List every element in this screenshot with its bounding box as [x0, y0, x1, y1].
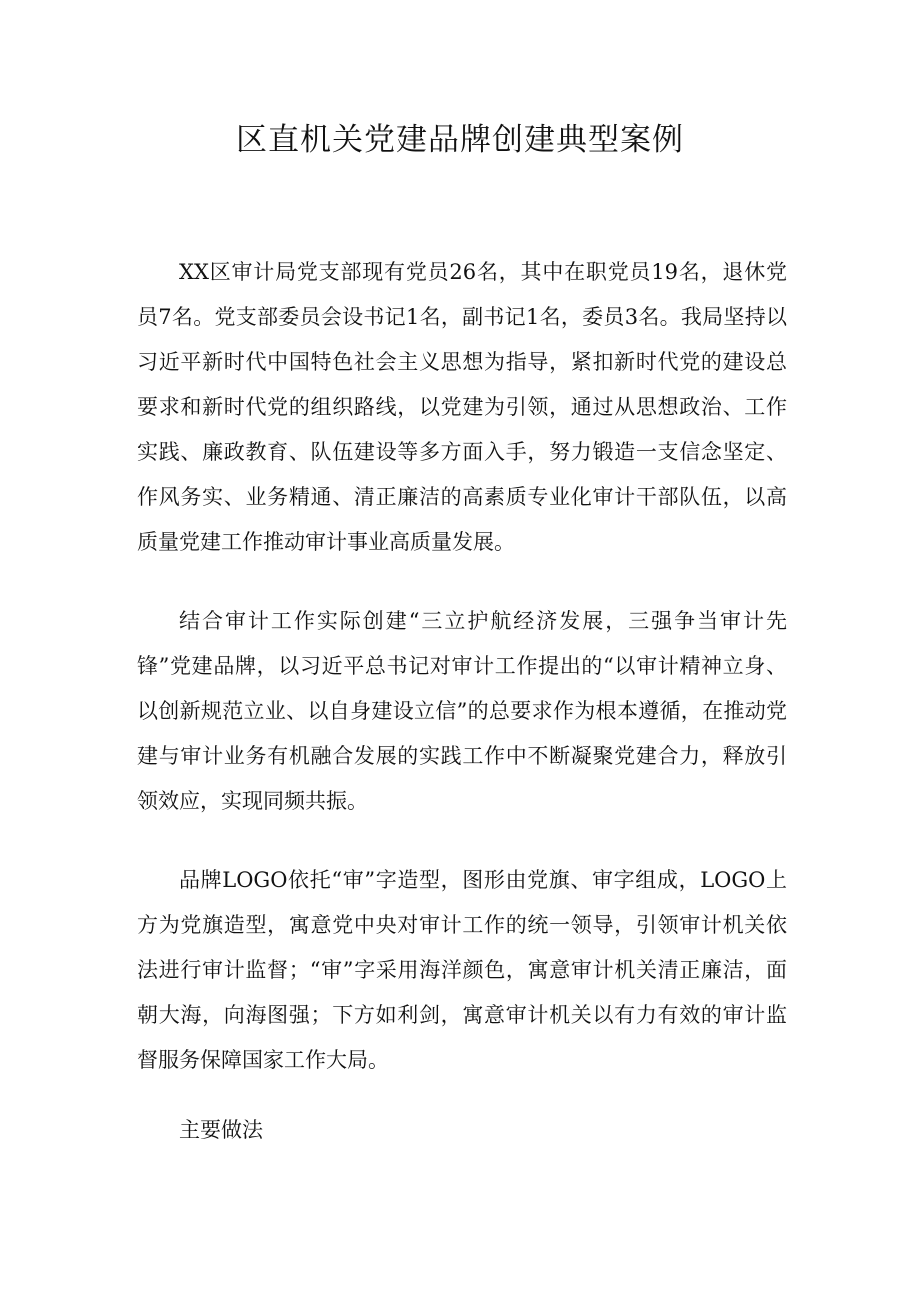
paragraph-intro: XX区审计局党支部现有党员26名，其中在职党员19名，退休党员7名。党支部委员会设书记1名，副书记1名，委员3名。我局坚持以习近平新时代中国特色社会主义思想为指导，紧扣新时代党的建设总要求和新时代党的组织路线，以党建为引领，通过从思想政治、工作实践、廉政教育、队伍建设等多方面入手，努力锻造一支信念坚定、作风务实、业务精通、清正廉洁的高素质专业化审计干部队伍，以高质量党建工作推动审计事业高质量发展。	[137, 260, 787, 554]
paragraph-brand-logo: 品牌LOGO依托“审”字造型，图形由党旗、审字组成，LOGO上方为党旗造型，寓意党中央对审计工作的统一领导，引领审计机关依法进行审计监督；“审”字采用海洋颜色，寓意审计机关清正廉洁，面朝大海，向海图强；下方如利剑，寓意审计机关以有力有效的审计监督服务保障国家工作大局。	[137, 868, 787, 1072]
document-title: 区直机关党建品牌创建典型案例	[236, 122, 684, 158]
paragraph-brand-creation: 结合审计工作实际创建“三立护航经济发展，三强争当审计先锋”党建品牌，以习近平总书记对审计工作提出的“以审计精神立身、以创新规范立业、以自身建设立信”的总要求作为根本遵循，在推动党建与审计业务有机融合发展的实践工作中不断凝聚党建合力，释放引领效应，实现同频共振。	[137, 609, 787, 813]
section-heading-main-practices: 主要做法	[179, 1118, 263, 1142]
